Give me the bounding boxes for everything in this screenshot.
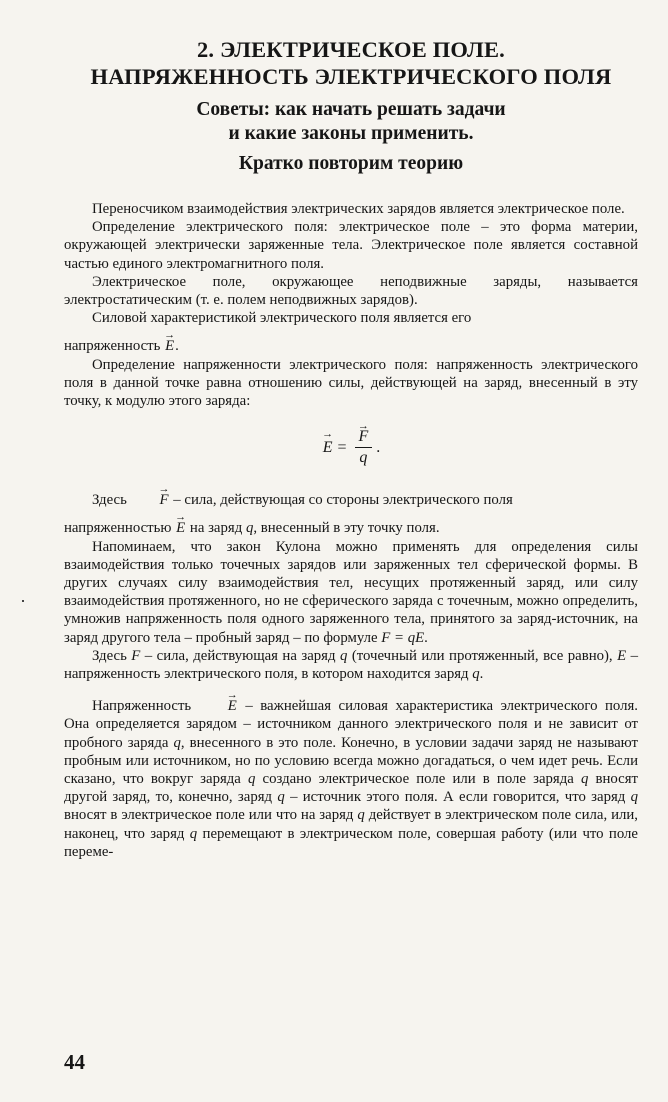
paragraph-force-characteristic [64,309,638,327]
chapter-title [64,36,638,90]
e-symbol: E [617,647,627,664]
text-segment: Напряженность [92,698,192,715]
text-segment: перемещают в электрическом поле, совершая работу (или что поле переме- [64,825,638,860]
formula-q: q [359,449,368,467]
text-segment: Напоминаем, что закон Кулона можно применять для определения силы взаимодействия только точечных зарядов или заряженных тел сферической формы. В других случаях силу взаимодействия тел, несущих протяженный заряд, или силу взаимодействия протяженного, но не сферического заряда с точечным, можно определить, умножив напряженность поля одного заряженного тела, принятого за заряд-источник, на заряд другого тела – пробный заряд – по формуле [64,538,638,646]
formula-intensity: → E = → $\frac{F}{q}$ . [64,428,638,467]
text-segment: , внесенный в эту точку поля. [253,520,440,537]
text-segment: – сила, действующая со стороны электрического поля [173,492,513,509]
formula-fraction [355,428,373,467]
text-segment: (точечный или протяженный, все равно), [351,647,613,664]
text-segment: , внесенного в это поле. Конечно, в условии задачи заряд не называют пробным или источником, но по условию всегда можно догадаться, о чем идет речь. Если сказано, что вокруг заряда [64,734,639,788]
vector-e-symbol: → E [199,697,238,715]
q-symbol: q [277,789,285,806]
q-symbol: q [189,825,198,842]
text-segment: Здесь [92,647,127,664]
formula-f: → F [358,428,370,446]
paragraph-here-f-cont [64,519,638,537]
text-segment: напряженностью [64,520,172,537]
text-segment: вносят другой заряд, то, конечно, заряд [64,771,638,806]
q-symbol: q [630,789,639,806]
text-segment: создано электрическое поле или в поле заряда [262,771,574,788]
formula-f-qe: F = qE [381,629,425,646]
text-segment: – сила, действующая на заряд [144,647,336,664]
text-segment: – напряженность электрического поля, в котором находится заряд [64,647,638,683]
formula-equals: = [337,438,347,456]
section-subtitle [64,98,638,146]
formula-e: → E [322,439,334,457]
body-text [64,200,638,861]
text-segment: на заряд [189,520,243,537]
text-segment: действует в электрическом поле сила, или, наконец, что заряд [64,807,638,842]
paragraph-intensity-importance [64,697,638,861]
vector-e-symbol: → E [175,519,186,537]
section-subtitle-line-1: Советы: как начать решать задачи [196,99,506,120]
q-symbol: q [248,771,256,788]
q-symbol: q [357,807,365,824]
q-symbol: q [339,647,348,664]
f-symbol: F [131,647,141,664]
q-symbol: q [173,734,181,751]
margin-speck [22,600,24,602]
text-segment: – важнейшая силовая характеристика электрического поля. Она определяется зарядом – источником данного электрического поля и не зависит от пробного заряда [64,698,639,751]
paragraph-here-f-scalar: Здесь F – сила, действующая на заряд q (точечный или протяженный, все равно), E – напряженность электрического поля, в котором находится заряд q. [64,647,638,683]
paragraph-here-f [64,491,638,509]
vector-e-symbol: → E [164,337,175,355]
text-segment: Силовой характеристикой электрического поля является его [92,310,472,327]
text-segment: напряженность [64,338,161,355]
text-segment: – источник этого поля. А если говорится, что заряд [290,789,626,806]
chapter-title-line-1: 2. ЭЛЕКТРИЧЕСКОЕ ПОЛЕ. [196,37,506,62]
paragraph-field-definition: Определение электрического поля: электрическое поле – это форма материи, окружающей электрически заряженные тела. Электрическое поле является составной частью единого электромагнитного поля. [64,219,638,272]
paragraph-force-characteristic-cont: напряженность → E. [64,337,638,355]
paragraph-coulomb-reminder: Напоминаем, что закон Кулона можно применять для определения силы взаимодействия только точечных зарядов или заряженных тел сферической формы. В других случаях силу взаимодействия тел, несущих протяженный заряд, или силу взаимодействия протяженного, но не сферического заряда с точечным, можно определить, умножив напряженность поля одного заряженного тела, принятого за заряд-источник, на заряд другого тела – пробный заряд – по формуле F = qE. [64,538,638,646]
paragraph-field-carrier: Переносчиком взаимодействия электрических зарядов является электрическое поле. [92,201,625,217]
text-segment: вносят в электрическое поле или что на заряд [64,807,354,824]
text-segment: Здесь [92,492,127,509]
vector-f-symbol: → F [131,491,170,509]
page-number: 44 [64,1050,85,1074]
section-subtitle-line-2: и какие законы применить. [228,123,474,144]
paragraph-intensity-definition: Определение напряженности электрического поля: напряженность электрического поля в данной точке равна отношению силы, действующей на заряд, внесенный в эту точку, к модулю этого заряда: [64,356,638,410]
paragraph-electrostatic: Электрическое поле, окружающее неподвижные заряды, называется электростатическим (т. е. полем неподвижных зарядов). [64,273,638,309]
q-symbol: q [245,520,254,537]
section-subtitle-theory: Кратко повторим теорию [238,153,464,174]
q-symbol: q [580,771,589,788]
q-symbol: q [472,666,480,683]
chapter-title-line-2: НАПРЯЖЕННОСТЬ ЭЛЕКТРИЧЕСКОГО ПОЛЯ [90,64,612,89]
